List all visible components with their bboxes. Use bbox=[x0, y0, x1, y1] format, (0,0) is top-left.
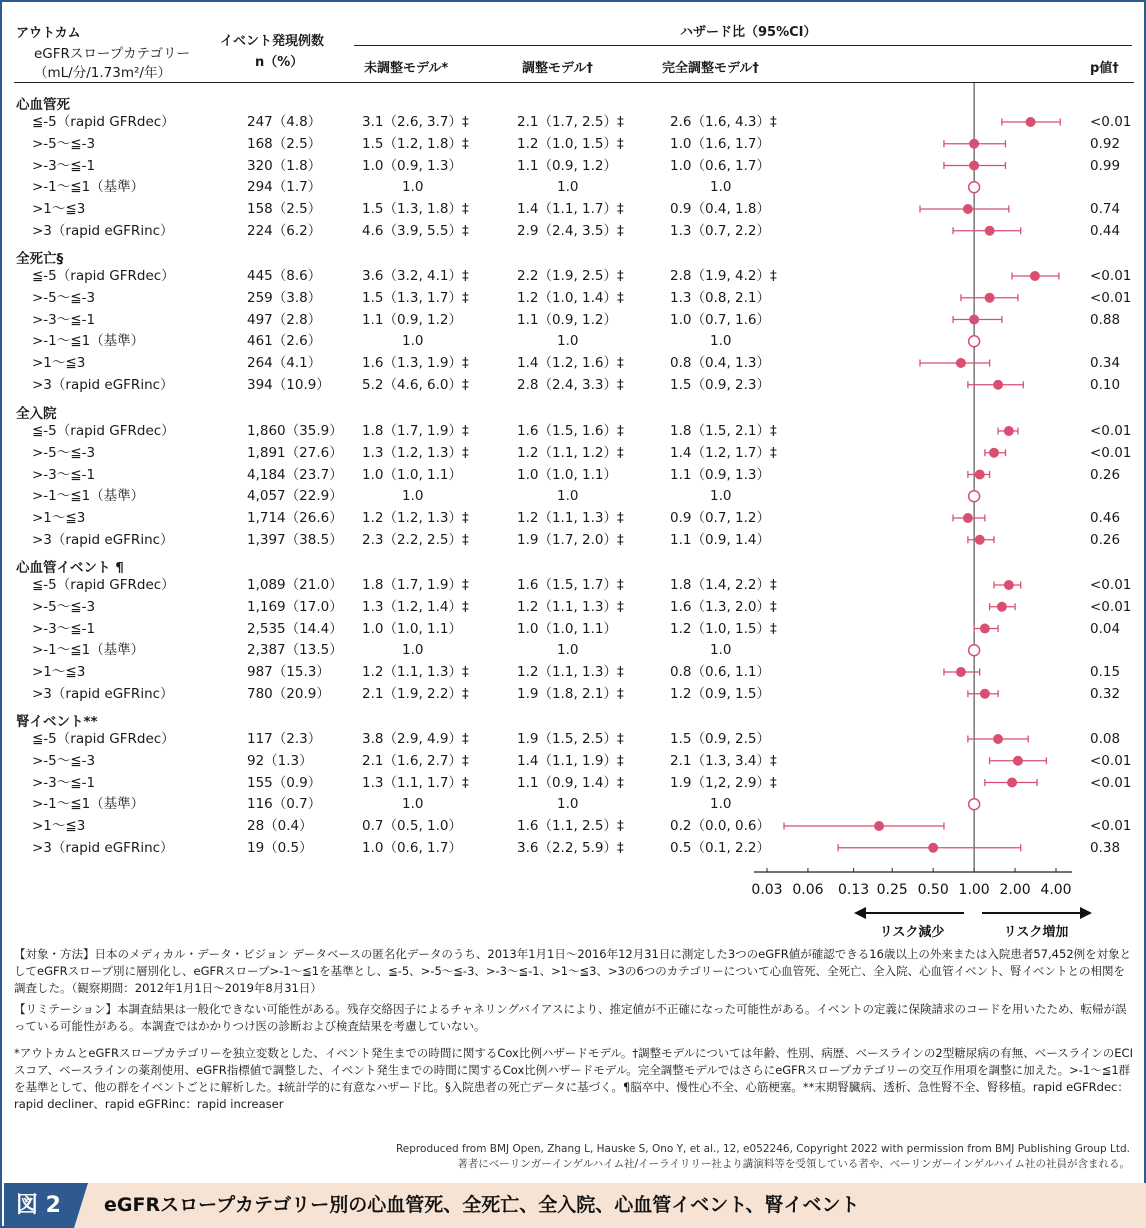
row-category: >-1〜≦1（基準） bbox=[32, 488, 145, 505]
row-unadjusted-hr: 1.0 bbox=[402, 796, 424, 813]
row-event-count: 4,057（22.9） bbox=[247, 488, 343, 505]
row-event-count: 445（8.6） bbox=[247, 268, 322, 284]
row-pvalue: <0.01 bbox=[1090, 598, 1132, 615]
row-full-hr: 1.3（0.7, 2.2） bbox=[670, 222, 770, 239]
risk-increase-arrowhead bbox=[1080, 907, 1092, 919]
row-category: >-1〜≦1（基準） bbox=[32, 179, 145, 196]
row-adjusted-hr: 2.9（2.4, 3.5）‡ bbox=[517, 222, 624, 239]
row-event-count: 168（2.5） bbox=[247, 135, 322, 152]
row-event-count: 158（2.5） bbox=[247, 201, 322, 217]
row-unadjusted-hr: 1.0（1.0, 1.1） bbox=[362, 466, 462, 483]
hazard-ratio-point bbox=[956, 667, 966, 677]
risk-decrease-arrowhead bbox=[854, 907, 866, 919]
row-full-hr: 1.0 bbox=[710, 796, 732, 813]
row-event-count: 224（6.2） bbox=[247, 222, 322, 239]
row-category: >1〜≦3 bbox=[32, 510, 86, 526]
row-full-hr: 0.9（0.4, 1.8） bbox=[670, 201, 770, 217]
row-event-count: 320（1.8） bbox=[247, 157, 322, 174]
row-unadjusted-hr: 1.0 bbox=[402, 333, 424, 350]
credit-line-2: 著者にベーリンガーインゲルハイム社/イーライリリー社より講演料等を受領している者や、ベーリンガーインゲルハイム社の社員が含まれる。 bbox=[457, 1158, 1130, 1170]
forest-plot bbox=[2, 2, 1146, 942]
row-pvalue: 0.74 bbox=[1090, 201, 1121, 217]
row-pvalue: 0.26 bbox=[1090, 531, 1121, 548]
row-category: >-5〜≦-3 bbox=[32, 444, 96, 461]
row-category: >-5〜≦-3 bbox=[32, 289, 96, 306]
row-adjusted-hr: 2.1（1.7, 2.5）‡ bbox=[517, 114, 624, 130]
row-full-hr: 1.9（1,2, 2.9）‡ bbox=[670, 774, 777, 791]
row-adjusted-hr: 1.2（1.1, 1.2）‡ bbox=[517, 444, 624, 461]
row-unadjusted-hr: 1.3（1.2, 1.4）‡ bbox=[362, 598, 469, 615]
row-unadjusted-hr: 2.1（1.9, 2.2）‡ bbox=[362, 685, 469, 702]
row-event-count: 780（20.9） bbox=[247, 685, 330, 702]
row-adjusted-hr: 1.9（1.5, 2.5）‡ bbox=[517, 731, 624, 747]
hazard-ratio-point bbox=[1030, 271, 1040, 281]
header-unadjusted-model: 未調整モデル* bbox=[364, 61, 449, 76]
group-title: 全入院 bbox=[16, 406, 57, 422]
hazard-ratio-point bbox=[1004, 426, 1014, 436]
row-unadjusted-hr: 1.0 bbox=[402, 488, 424, 505]
row-full-hr: 1.0 bbox=[710, 179, 732, 196]
row-pvalue: 0.04 bbox=[1090, 620, 1121, 637]
hazard-ratio-point bbox=[928, 843, 938, 853]
row-full-hr: 1.0（1.6, 1.7） bbox=[670, 135, 770, 152]
row-event-count: 2,387（13.5） bbox=[247, 642, 343, 659]
row-category: >-5〜≦-3 bbox=[32, 598, 96, 615]
row-unadjusted-hr: 1.1（0.9, 1.2） bbox=[362, 311, 462, 328]
row-unadjusted-hr: 1.8（1.7, 1.9）‡ bbox=[362, 423, 469, 439]
row-full-hr: 1.5（0.9, 2.5） bbox=[670, 731, 770, 747]
row-full-hr: 0.5（0.1, 2.2） bbox=[670, 839, 770, 856]
hazard-ratio-point bbox=[993, 380, 1003, 390]
row-unadjusted-hr: 1.2（1.2, 1.3）‡ bbox=[362, 510, 469, 526]
row-event-count: 92（1.3） bbox=[247, 752, 313, 769]
row-unadjusted-hr: 0.7（0.5, 1.0） bbox=[362, 818, 462, 834]
row-full-hr: 1.5（0.9, 2.3） bbox=[670, 376, 770, 393]
row-pvalue: <0.01 bbox=[1090, 752, 1132, 769]
method-note: 【対象・方法】日本のメディカル・データ・ビジョン データベースの匿名化データのうち、2013年1月1日〜2016年12月31日に測定した3つのeGFR値が確認できる16歳以上の外来または入院患者57,452例を対象としてeGFRスロープ別に層別化し、eGFRスロープ>-1〜≦1を基準とし、≦-5、>-5〜≦-3、>-3〜≦-1、>1〜≦3、>3の6つのカテゴリーについて心血管死、全死亡、全入院、心血管イベント、腎イベントとの相関を調査した。（観察期間：2012年1月1日〜2019年8月31日） bbox=[14, 947, 1132, 995]
row-category: >-3〜≦-1 bbox=[32, 157, 96, 174]
row-unadjusted-hr: 1.5（1.2, 1.8）‡ bbox=[362, 135, 469, 152]
row-pvalue: 0.08 bbox=[1090, 731, 1121, 747]
row-pvalue: 0.15 bbox=[1090, 664, 1121, 680]
hazard-ratio-point bbox=[969, 139, 979, 149]
hazard-ratio-point bbox=[1013, 756, 1023, 766]
row-unadjusted-hr: 1.5（1.3, 1.8）‡ bbox=[362, 201, 469, 217]
row-category: >-1〜≦1（基準） bbox=[32, 642, 145, 659]
row-event-count: 117（2.3） bbox=[247, 731, 322, 747]
row-category: ≦-5（rapid GFRdec） bbox=[32, 577, 175, 593]
hazard-ratio-point bbox=[997, 602, 1007, 612]
row-event-count: 294（1.7） bbox=[247, 179, 322, 196]
row-unadjusted-hr: 3.1（2.6, 3.7）‡ bbox=[362, 114, 469, 130]
row-event-count: 1,714（26.6） bbox=[247, 510, 343, 526]
row-full-hr: 1.0 bbox=[710, 333, 732, 350]
row-full-hr: 1.1（0.9, 1.4） bbox=[670, 531, 770, 548]
header-category: eGFRスロープカテゴリー bbox=[34, 46, 191, 62]
row-adjusted-hr: 2.8（2.4, 3.3）‡ bbox=[517, 376, 624, 393]
group-title: 腎イベント** bbox=[16, 714, 98, 730]
hazard-ratio-point bbox=[989, 448, 999, 458]
hazard-ratio-point bbox=[980, 689, 990, 699]
row-full-hr: 1.3（0.8, 2.1） bbox=[670, 289, 770, 306]
x-tick-label: 0.25 bbox=[876, 882, 908, 898]
credit-block bbox=[396, 1142, 1130, 1172]
row-unadjusted-hr: 1.0（0.6, 1.7） bbox=[362, 839, 462, 856]
row-adjusted-hr: 1.4（1.1, 1.9）‡ bbox=[517, 752, 624, 769]
row-full-hr: 2.1（1.3, 3.4）‡ bbox=[670, 752, 777, 769]
row-full-hr: 1.4（1.2, 1.7）‡ bbox=[670, 444, 777, 461]
row-unadjusted-hr: 1.0 bbox=[402, 642, 424, 659]
row-adjusted-hr: 1.9（1.7, 2.0）‡ bbox=[517, 531, 624, 548]
row-event-count: 4,184（23.7） bbox=[247, 466, 343, 483]
row-adjusted-hr: 1.2（1.1, 1.3）‡ bbox=[517, 598, 624, 615]
row-adjusted-hr: 1.6（1.1, 2.5）‡ bbox=[517, 818, 624, 834]
row-event-count: 259（3.8） bbox=[247, 289, 322, 306]
row-adjusted-hr: 1.0 bbox=[557, 333, 579, 350]
row-category: >-3〜≦-1 bbox=[32, 774, 96, 791]
row-adjusted-hr: 1.0 bbox=[557, 796, 579, 813]
row-pvalue: 0.38 bbox=[1090, 839, 1121, 856]
row-full-hr: 1.6（1.3, 2.0）‡ bbox=[670, 598, 777, 615]
row-full-hr: 1.0 bbox=[710, 642, 732, 659]
row-full-hr: 1.0 bbox=[710, 488, 732, 505]
row-event-count: 264（4.1） bbox=[247, 355, 322, 371]
header-events: イベント発現例数 bbox=[220, 34, 325, 49]
row-full-hr: 0.9（0.7, 1.2） bbox=[670, 510, 770, 526]
row-full-hr: 1.2（0.9, 1.5） bbox=[670, 685, 770, 702]
row-adjusted-hr: 1.0（1.0, 1.1） bbox=[517, 620, 617, 637]
hazard-ratio-point bbox=[985, 293, 995, 303]
row-category: >3（rapid eGFRinc） bbox=[32, 222, 174, 239]
row-pvalue: 0.32 bbox=[1090, 685, 1121, 702]
figure-title-bar bbox=[4, 1183, 1146, 1228]
row-unadjusted-hr: 1.8（1.7, 1.9）‡ bbox=[362, 577, 469, 593]
reference-marker bbox=[969, 645, 980, 656]
row-adjusted-hr: 1.0 bbox=[557, 488, 579, 505]
row-pvalue: <0.01 bbox=[1090, 423, 1132, 439]
row-full-hr: 2.6（1.6, 4.3）‡ bbox=[670, 114, 777, 130]
row-event-count: 1,397（38.5） bbox=[247, 531, 343, 548]
row-full-hr: 2.8（1.9, 4.2）‡ bbox=[670, 268, 777, 284]
row-event-count: 19（0.5） bbox=[247, 839, 313, 856]
row-unadjusted-hr: 4.6（3.9, 5.5）‡ bbox=[362, 222, 469, 239]
x-tick-label: 0.50 bbox=[917, 882, 949, 898]
hazard-ratio-point bbox=[980, 624, 990, 634]
row-category: ≦-5（rapid GFRdec） bbox=[32, 114, 175, 130]
row-pvalue: <0.01 bbox=[1090, 114, 1132, 130]
hazard-ratio-point bbox=[969, 161, 979, 171]
x-tick-label: 2.00 bbox=[999, 882, 1031, 898]
x-tick-label: 0.06 bbox=[792, 882, 824, 898]
header-adjusted-model: 調整モデル† bbox=[522, 61, 593, 76]
row-category: >3（rapid eGFRinc） bbox=[32, 685, 174, 702]
row-adjusted-hr: 1.2（1.1, 1.3）‡ bbox=[517, 510, 624, 526]
header-hazard-ratio: ハザード比（95%CI） bbox=[680, 25, 817, 40]
risk-increase-label: リスク増加 bbox=[1003, 925, 1069, 940]
hazard-ratio-point bbox=[963, 513, 973, 523]
row-event-count: 116（0.7） bbox=[247, 796, 322, 813]
row-adjusted-hr: 1.0 bbox=[557, 642, 579, 659]
row-unadjusted-hr: 1.3（1.1, 1.7）‡ bbox=[362, 774, 469, 791]
row-pvalue: <0.01 bbox=[1090, 268, 1132, 284]
row-unadjusted-hr: 1.0 bbox=[402, 179, 424, 196]
row-pvalue: 0.26 bbox=[1090, 466, 1121, 483]
row-adjusted-hr: 1.2（1.0, 1.4）‡ bbox=[517, 289, 624, 306]
row-category: >3（rapid eGFRinc） bbox=[32, 839, 174, 856]
row-adjusted-hr: 1.1（0.9, 1.2） bbox=[517, 311, 617, 328]
hazard-ratio-point bbox=[969, 315, 979, 325]
row-unadjusted-hr: 3.6（3.2, 4.1）‡ bbox=[362, 268, 469, 284]
header-pvalue: p値† bbox=[1090, 61, 1119, 76]
reference-marker bbox=[969, 799, 980, 810]
group-title: 心血管イベント ¶ bbox=[16, 560, 124, 576]
row-unadjusted-hr: 1.0（0.9, 1.3） bbox=[362, 157, 462, 174]
notes-block bbox=[14, 946, 1136, 1113]
row-event-count: 1,860（35.9） bbox=[247, 423, 343, 439]
row-unadjusted-hr: 3.8（2.9, 4.9）‡ bbox=[362, 731, 469, 747]
hazard-ratio-point bbox=[975, 535, 985, 545]
row-category: >-1〜≦1（基準） bbox=[32, 333, 145, 350]
row-category: >-3〜≦-1 bbox=[32, 620, 96, 637]
x-tick-label: 4.00 bbox=[1040, 882, 1072, 898]
row-category: >-3〜≦-1 bbox=[32, 466, 96, 483]
row-pvalue: <0.01 bbox=[1090, 289, 1132, 306]
limitation-note: 【リミテーション】本調査結果は一般化できない可能性がある。残存交絡因子によるチャネリングバイアスにより、推定値が不正確になった可能性がある。イベントの定義に保険請求のコードを用いたため、転帰が誤っている可能性がある。本調査ではかかりつけ医の診断および検査結果を考慮していない。 bbox=[14, 1002, 1127, 1033]
row-event-count: 2,535（14.4） bbox=[247, 620, 343, 637]
row-category: >-5〜≦-3 bbox=[32, 752, 96, 769]
row-category: >1〜≦3 bbox=[32, 201, 86, 217]
group-title: 心血管死 bbox=[16, 97, 70, 113]
x-tick-label: 1.00 bbox=[958, 882, 990, 898]
row-event-count: 1,089（21.0） bbox=[247, 577, 343, 593]
row-event-count: 155（0.9） bbox=[247, 774, 322, 791]
row-category: >1〜≦3 bbox=[32, 818, 86, 834]
row-event-count: 1,891（27.6） bbox=[247, 444, 343, 461]
row-unadjusted-hr: 1.3（1.2, 1.3）‡ bbox=[362, 444, 469, 461]
header-n-pct: n（%） bbox=[255, 55, 304, 70]
row-adjusted-hr: 2.2（1.9, 2.5）‡ bbox=[517, 268, 624, 284]
row-event-count: 461（2.6） bbox=[247, 333, 322, 350]
row-category: ≦-5（rapid GFRdec） bbox=[32, 423, 175, 439]
group-title: 全死亡§ bbox=[16, 251, 64, 267]
row-adjusted-hr: 1.0（1.0, 1.1） bbox=[517, 466, 617, 483]
row-full-hr: 1.0（0.7, 1.6） bbox=[670, 311, 770, 328]
row-full-hr: 1.8（1.4, 2.2）‡ bbox=[670, 577, 777, 593]
row-adjusted-hr: 3.6（2.2, 5.9）‡ bbox=[517, 839, 624, 856]
row-category: >1〜≦3 bbox=[32, 664, 86, 680]
x-tick-label: 0.13 bbox=[838, 882, 870, 898]
reference-marker bbox=[969, 182, 980, 193]
row-unadjusted-hr: 2.1（1.6, 2.7）‡ bbox=[362, 752, 469, 769]
row-adjusted-hr: 1.1（0.9, 1.4）‡ bbox=[517, 774, 624, 791]
row-adjusted-hr: 1.6（1.5, 1.6）‡ bbox=[517, 423, 624, 439]
row-adjusted-hr: 1.6（1.5, 1.7）‡ bbox=[517, 577, 624, 593]
row-full-hr: 0.8（0.6, 1.1） bbox=[670, 664, 770, 680]
row-event-count: 394（10.9） bbox=[247, 376, 330, 393]
row-category: ≦-5（rapid GFRdec） bbox=[32, 268, 175, 284]
header-full-model: 完全調整モデル† bbox=[662, 61, 759, 76]
row-adjusted-hr: 1.4（1.2, 1.6）‡ bbox=[517, 355, 624, 371]
row-pvalue: <0.01 bbox=[1090, 818, 1132, 834]
row-category: >-3〜≦-1 bbox=[32, 311, 96, 328]
header-unit: （mL/分/1.73m²/年） bbox=[34, 65, 171, 81]
row-full-hr: 0.2（0.0, 0.6） bbox=[670, 818, 770, 834]
row-full-hr: 1.8（1.5, 2.1）‡ bbox=[670, 423, 777, 439]
row-pvalue: 0.46 bbox=[1090, 510, 1121, 526]
row-full-hr: 1.1（0.9, 1.3） bbox=[670, 466, 770, 483]
hazard-ratio-point bbox=[1007, 778, 1017, 788]
hazard-ratio-point bbox=[956, 358, 966, 368]
row-adjusted-hr: 1.1（0.9, 1.2） bbox=[517, 157, 617, 174]
row-pvalue: <0.01 bbox=[1090, 444, 1132, 461]
row-adjusted-hr: 1.2（1.0, 1.5）‡ bbox=[517, 135, 624, 152]
reference-marker bbox=[969, 491, 980, 502]
row-pvalue: 0.34 bbox=[1090, 355, 1121, 371]
row-unadjusted-hr: 2.3（2.2, 2.5）‡ bbox=[362, 531, 469, 548]
hazard-ratio-point bbox=[963, 204, 973, 214]
hazard-ratio-point bbox=[985, 226, 995, 236]
row-adjusted-hr: 1.2（1.1, 1.3）‡ bbox=[517, 664, 624, 680]
row-unadjusted-hr: 1.0（1.0, 1.1） bbox=[362, 620, 462, 637]
x-tick-label: 0.03 bbox=[751, 882, 783, 898]
row-unadjusted-hr: 1.2（1.1, 1.3）‡ bbox=[362, 664, 469, 680]
figure-title: eGFRスロープカテゴリー別の心血管死、全死亡、全入院、心血管イベント、腎イベント bbox=[104, 1194, 860, 1216]
reference-marker bbox=[969, 336, 980, 347]
row-category: >1〜≦3 bbox=[32, 355, 86, 371]
row-unadjusted-hr: 1.5（1.3, 1.7）‡ bbox=[362, 289, 469, 306]
row-category: >3（rapid eGFRinc） bbox=[32, 531, 174, 548]
row-unadjusted-hr: 5.2（4.6, 6.0）‡ bbox=[362, 376, 469, 393]
row-full-hr: 0.8（0.4, 1.3） bbox=[670, 355, 770, 371]
row-category: >-1〜≦1（基準） bbox=[32, 796, 145, 813]
row-pvalue: 0.88 bbox=[1090, 311, 1121, 328]
row-pvalue: 0.92 bbox=[1090, 135, 1121, 152]
row-pvalue: 0.44 bbox=[1090, 222, 1121, 239]
row-event-count: 987（15.3） bbox=[247, 664, 330, 680]
row-event-count: 1,169（17.0） bbox=[247, 598, 343, 615]
figure-label: 図 2 bbox=[4, 1183, 74, 1228]
row-pvalue: <0.01 bbox=[1090, 577, 1132, 593]
hazard-ratio-point bbox=[1004, 580, 1014, 590]
hazard-ratio-point bbox=[975, 470, 985, 480]
row-category: ≦-5（rapid GFRdec） bbox=[32, 731, 175, 747]
row-full-hr: 1.0（0.6, 1.7） bbox=[670, 157, 770, 174]
risk-decrease-label: リスク減少 bbox=[879, 925, 945, 940]
header-outcome: アウトカム bbox=[16, 26, 81, 41]
row-adjusted-hr: 1.4（1.1, 1.7）‡ bbox=[517, 201, 624, 217]
footnote: *アウトカムとeGFRスロープカテゴリーを独立変数とした、イベント発生までの時間に関するCox比例ハザードモデル。†調整モデルについては年齢、性別、病歴、ベースラインの2型糖尿病の有無、ベースラインのECIスコア、ベースラインの薬剤使用、eGFR指標値で調整した、イベント発生までの時間に関するCox比例ハザードモデル。完全調整モデルではさらにeGFRスロープカテゴリーの交互作用項を調整に加えた。>-1〜≦1群を基準として、他の群をイベントごとに解析した。‡統計学的に有意なハザード比。§入院患者の死亡データに基づく。¶脳卒中、慢性心不全、心筋梗塞。**末期腎臓病、透析、急性腎不全、腎移植。rapid eGFRdec：rapid decliner、rapid eGFRinc：rapid increaser bbox=[14, 1046, 1133, 1111]
row-adjusted-hr: 1.9（1.8, 2.1）‡ bbox=[517, 685, 624, 702]
row-category: >-5〜≦-3 bbox=[32, 135, 96, 152]
figure-label-slant bbox=[74, 1183, 88, 1228]
row-unadjusted-hr: 1.6（1.3, 1.9）‡ bbox=[362, 355, 469, 371]
hazard-ratio-point bbox=[1026, 117, 1036, 127]
row-pvalue: 0.10 bbox=[1090, 376, 1121, 393]
row-adjusted-hr: 1.0 bbox=[557, 179, 579, 196]
row-event-count: 28（0.4） bbox=[247, 818, 313, 834]
row-category: >3（rapid eGFRinc） bbox=[32, 376, 174, 393]
row-full-hr: 1.2（1.0, 1.5）‡ bbox=[670, 620, 777, 637]
credit-line-1: Reproduced from BMJ Open, Zhang L, Hauske S, Ono Y, et al., 12, e052246, Copyright 2022 with permission from BMJ Publishing Group Ltd. bbox=[395, 1143, 1130, 1155]
row-pvalue: <0.01 bbox=[1090, 774, 1132, 791]
hazard-ratio-point bbox=[993, 734, 1003, 744]
row-pvalue: 0.99 bbox=[1090, 157, 1121, 174]
row-event-count: 247（4.8） bbox=[247, 114, 322, 130]
row-event-count: 497（2.8） bbox=[247, 311, 322, 328]
hazard-ratio-point bbox=[874, 821, 884, 831]
